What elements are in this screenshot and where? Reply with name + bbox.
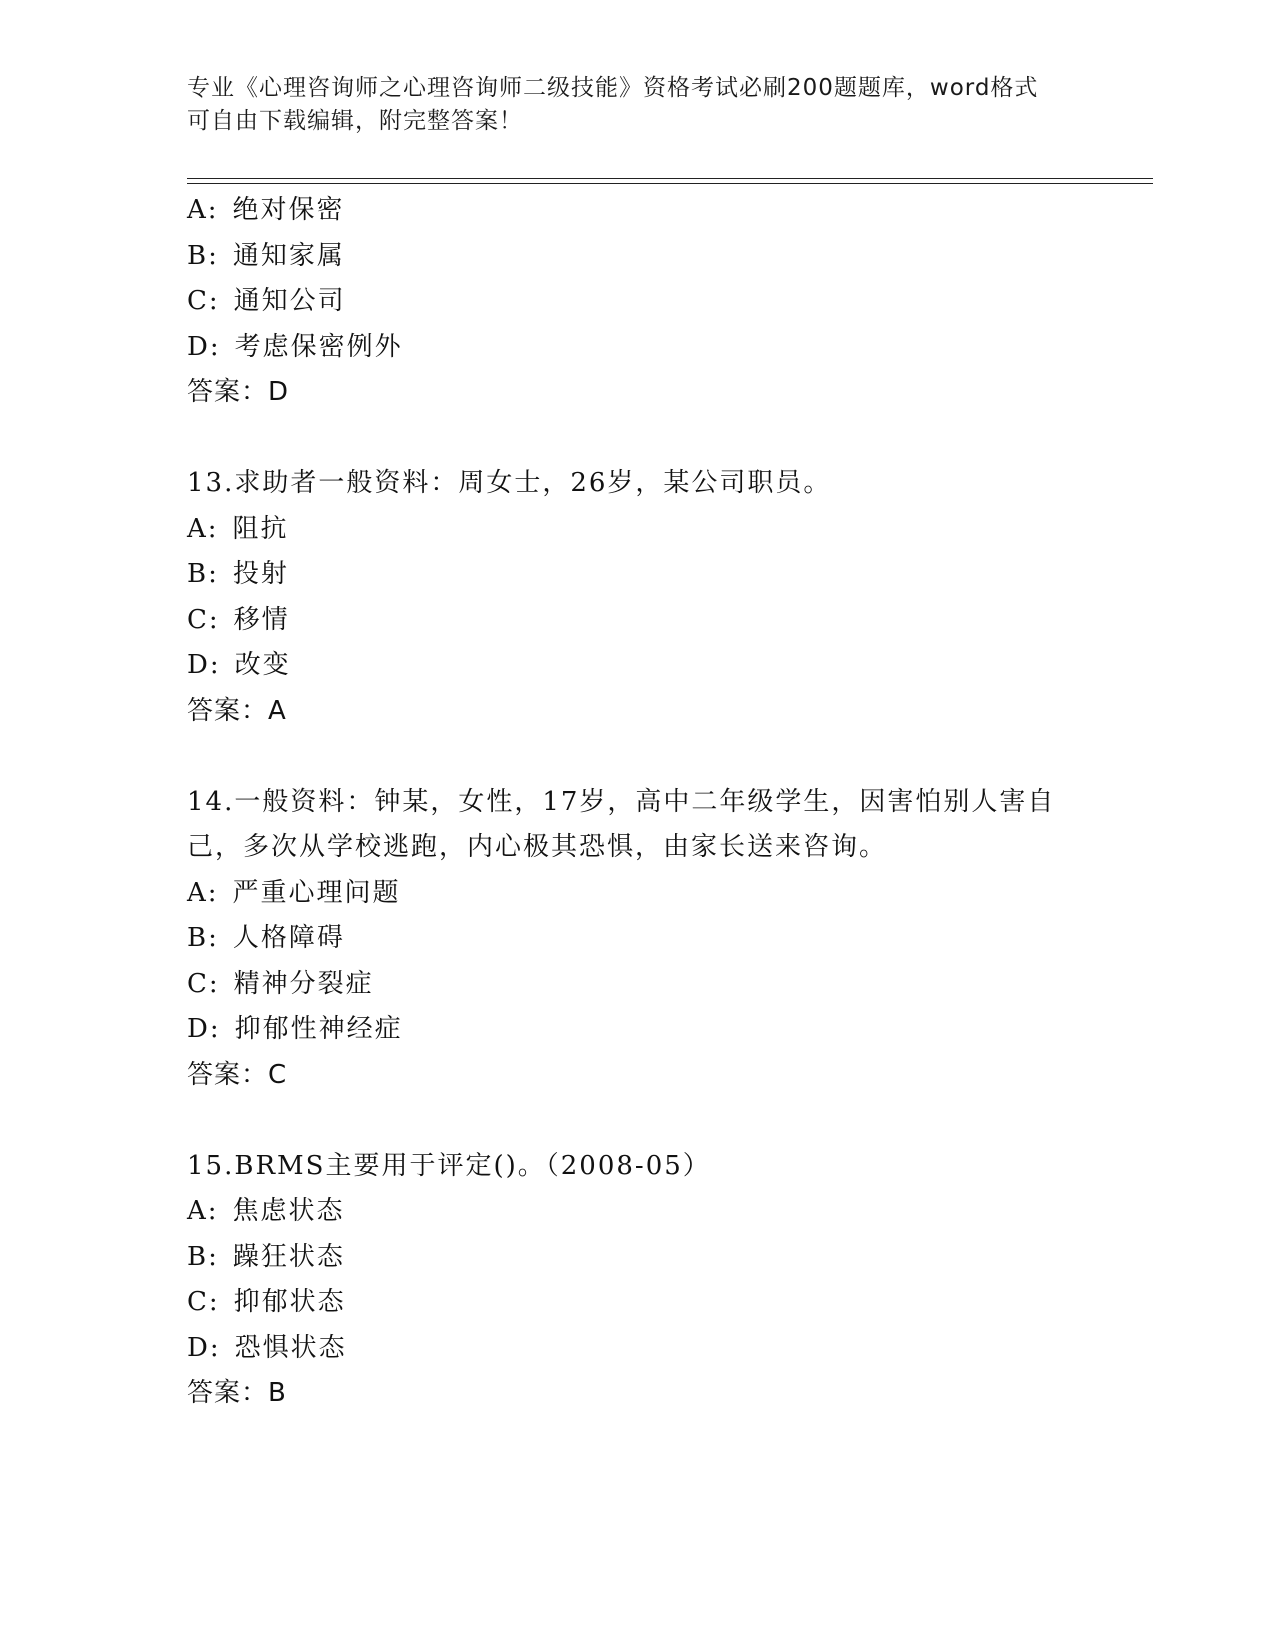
option-c: C: 抑郁状态 (187, 1287, 346, 1317)
option-b: B: 投射 (187, 559, 289, 589)
option-b: B: 人格障碍 (187, 923, 345, 953)
option-a: A: 严重心理问题 (187, 877, 401, 908)
question-15-block (187, 1144, 1087, 1417)
option-b: B: 躁狂状态 (187, 1241, 345, 1272)
question-text-line-1: 14.一般资料：钟某，女性，17岁，高中二年级学生，因害怕别人害自 (187, 786, 1056, 817)
question-13-block (187, 461, 1087, 734)
question-14-block (187, 780, 1087, 1099)
header-divider-top (187, 178, 1153, 179)
answer-line: 答案：A (187, 695, 287, 726)
header-line-1: 专业《心理咨询师之心理咨询师二级技能》资格考试必刷200题题库，word格式 (187, 75, 1039, 101)
header-line-2: 可自由下载编辑，附完整答案！ (187, 108, 523, 134)
option-a: A: 焦虑状态 (187, 1196, 345, 1226)
option-a: A: 阻抗 (187, 513, 289, 544)
answer-line: 答案：D (187, 377, 290, 407)
question-12-block (187, 188, 1087, 416)
option-c: C: 通知公司 (187, 286, 346, 316)
option-d: D: 改变 (187, 650, 291, 680)
option-c: C: 精神分裂症 (187, 968, 374, 999)
answer-line: 答案：B (187, 1378, 287, 1408)
option-c: C: 移情 (187, 604, 290, 635)
option-d: D: 恐惧状态 (187, 1332, 347, 1363)
option-d: D: 抑郁性神经症 (187, 1014, 403, 1044)
option-b: B: 通知家属 (187, 240, 345, 271)
option-d: D: 考虑保密例外 (187, 331, 403, 362)
document-body (187, 188, 1087, 1417)
header-divider-bottom (187, 183, 1153, 184)
answer-line: 答案：C (187, 1059, 288, 1090)
question-text: 15.BRMS主要用于评定()。（2008-05） (187, 1150, 711, 1181)
question-text: 13.求助者一般资料：周女士，26岁，某公司职员。 (187, 468, 832, 498)
question-text-line-2: 己，多次从学校逃跑，内心极其恐惧，由家长送来咨询。 (187, 832, 888, 862)
option-a: A: 绝对保密 (187, 195, 345, 225)
document-header (187, 72, 1087, 138)
